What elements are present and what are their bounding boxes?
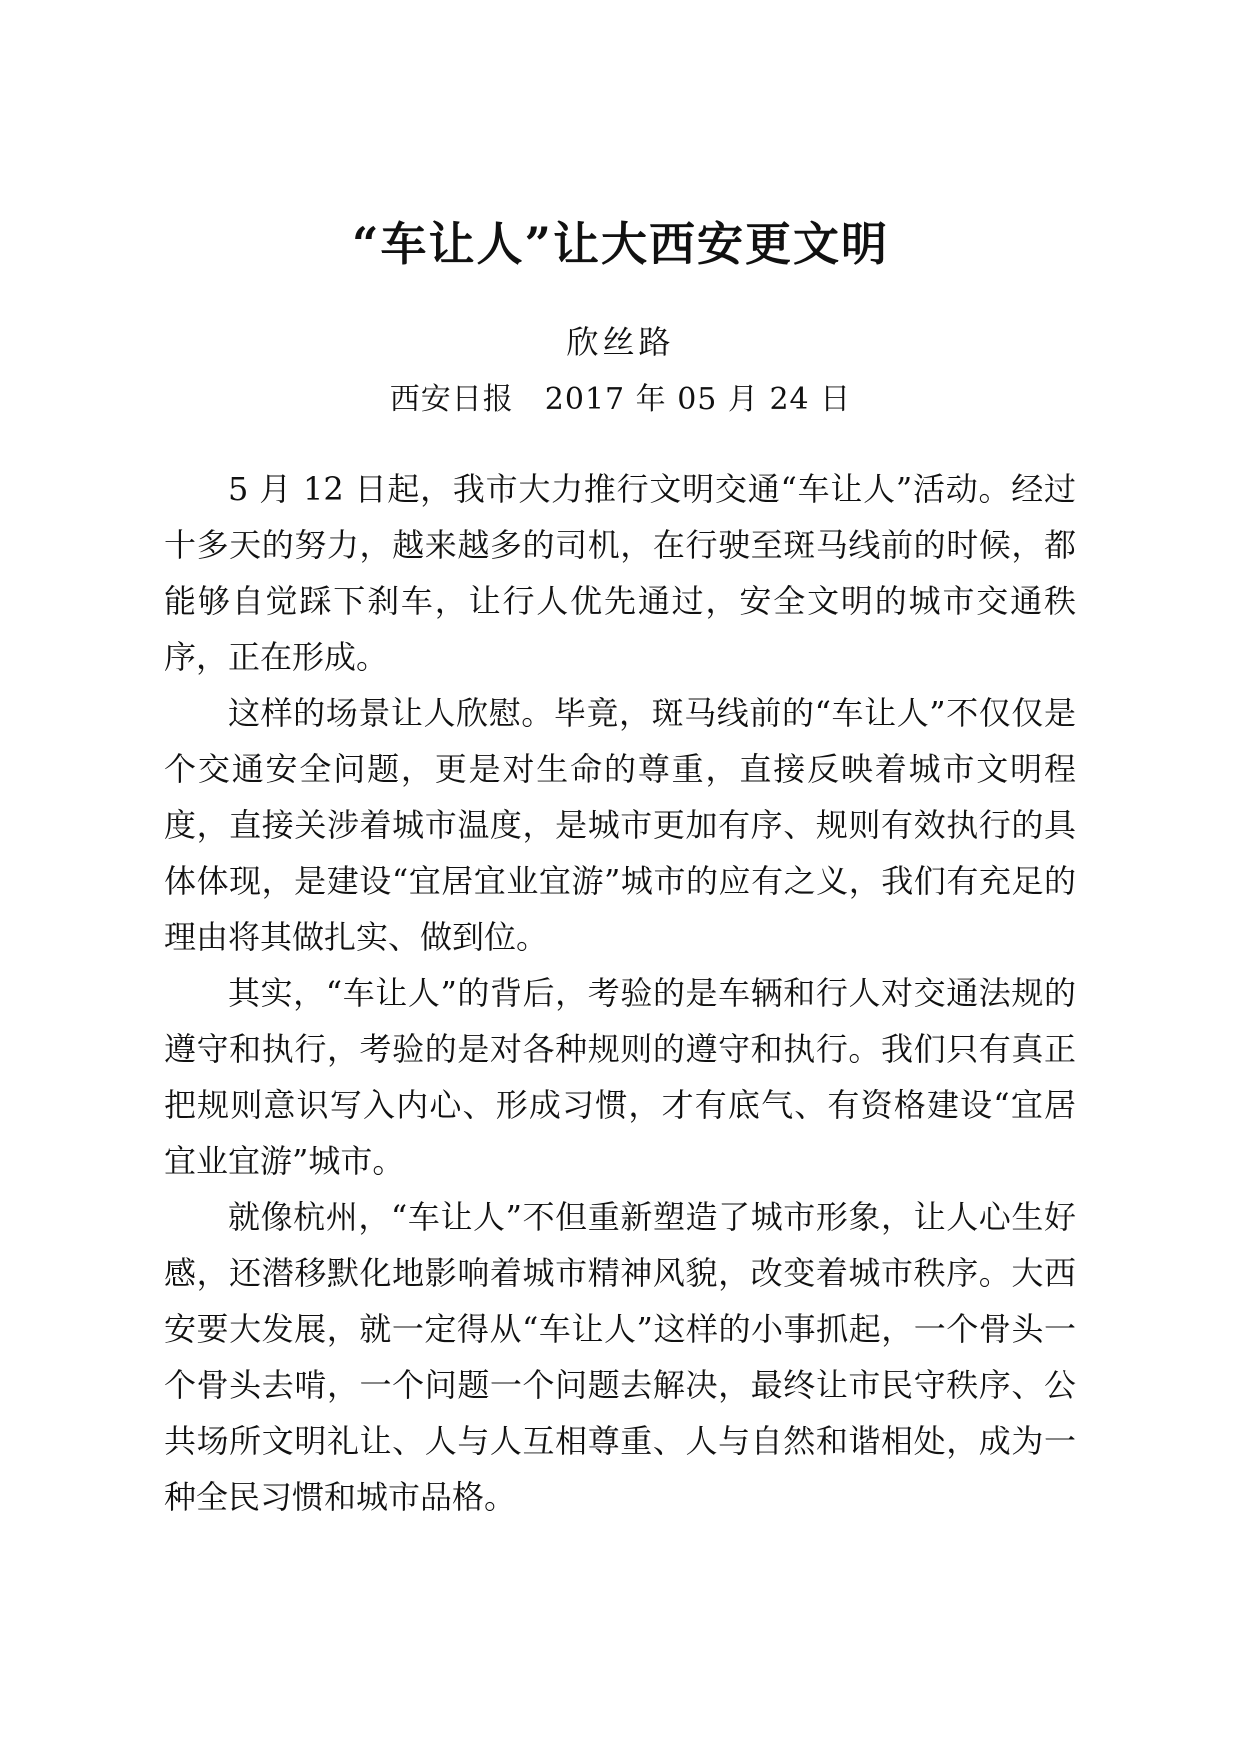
article-body (164, 461, 1076, 1525)
article-source-date: 西安日报 2017 年 05 月 24 日 (389, 382, 852, 417)
article-paragraph-2: 这样的场景让人欣慰。毕竟，斑马线前的“车让人”不仅仅是个交通安全问题，更是对生命的尊重，直接反映着城市文明程度，直接关涉着城市温度，是城市更加有序、规则有效执行的具体体现，是建设“宜居宜业宜游”城市的应有之义，我们有充足的理由将其做扎实、做到位。 (164, 694, 1076, 956)
article-paragraph-3: 其实，“车让人”的背后，考验的是车辆和行人对交通法规的遵守和执行，考验的是对各种规则的遵守和执行。我们只有真正把规则意识写入内心、形成习惯，才有底气、有资格建设“宜居宜业宜游”城市。 (164, 974, 1076, 1180)
article-paragraph-1: 5 月 12 日起，我市大力推行文明交通“车让人”活动。经过十多天的努力，越来越多的司机，在行驶至斑马线前的时候，都能够自觉踩下刹车，让行人优先通过，安全文明的城市交通秩序，正在形成。 (164, 470, 1076, 676)
article-author: 欣丝路 (566, 323, 675, 361)
article-paragraph-4: 就像杭州，“车让人”不但重新塑造了城市形象，让人心生好感，还潜移默化地影响着城市精神风貌，改变着城市秩序。大西安要大发展，就一定得从“车让人”这样的小事抓起，一个骨头一个骨头去啃，一个问题一个问题去解决，最终让市民守秩序、公共场所文明礼让、人与人互相尊重、人与自然和谐相处，成为一种全民习惯和城市品格。 (164, 1198, 1076, 1516)
article-title: “车让人”让大西安更文明 (352, 217, 889, 271)
